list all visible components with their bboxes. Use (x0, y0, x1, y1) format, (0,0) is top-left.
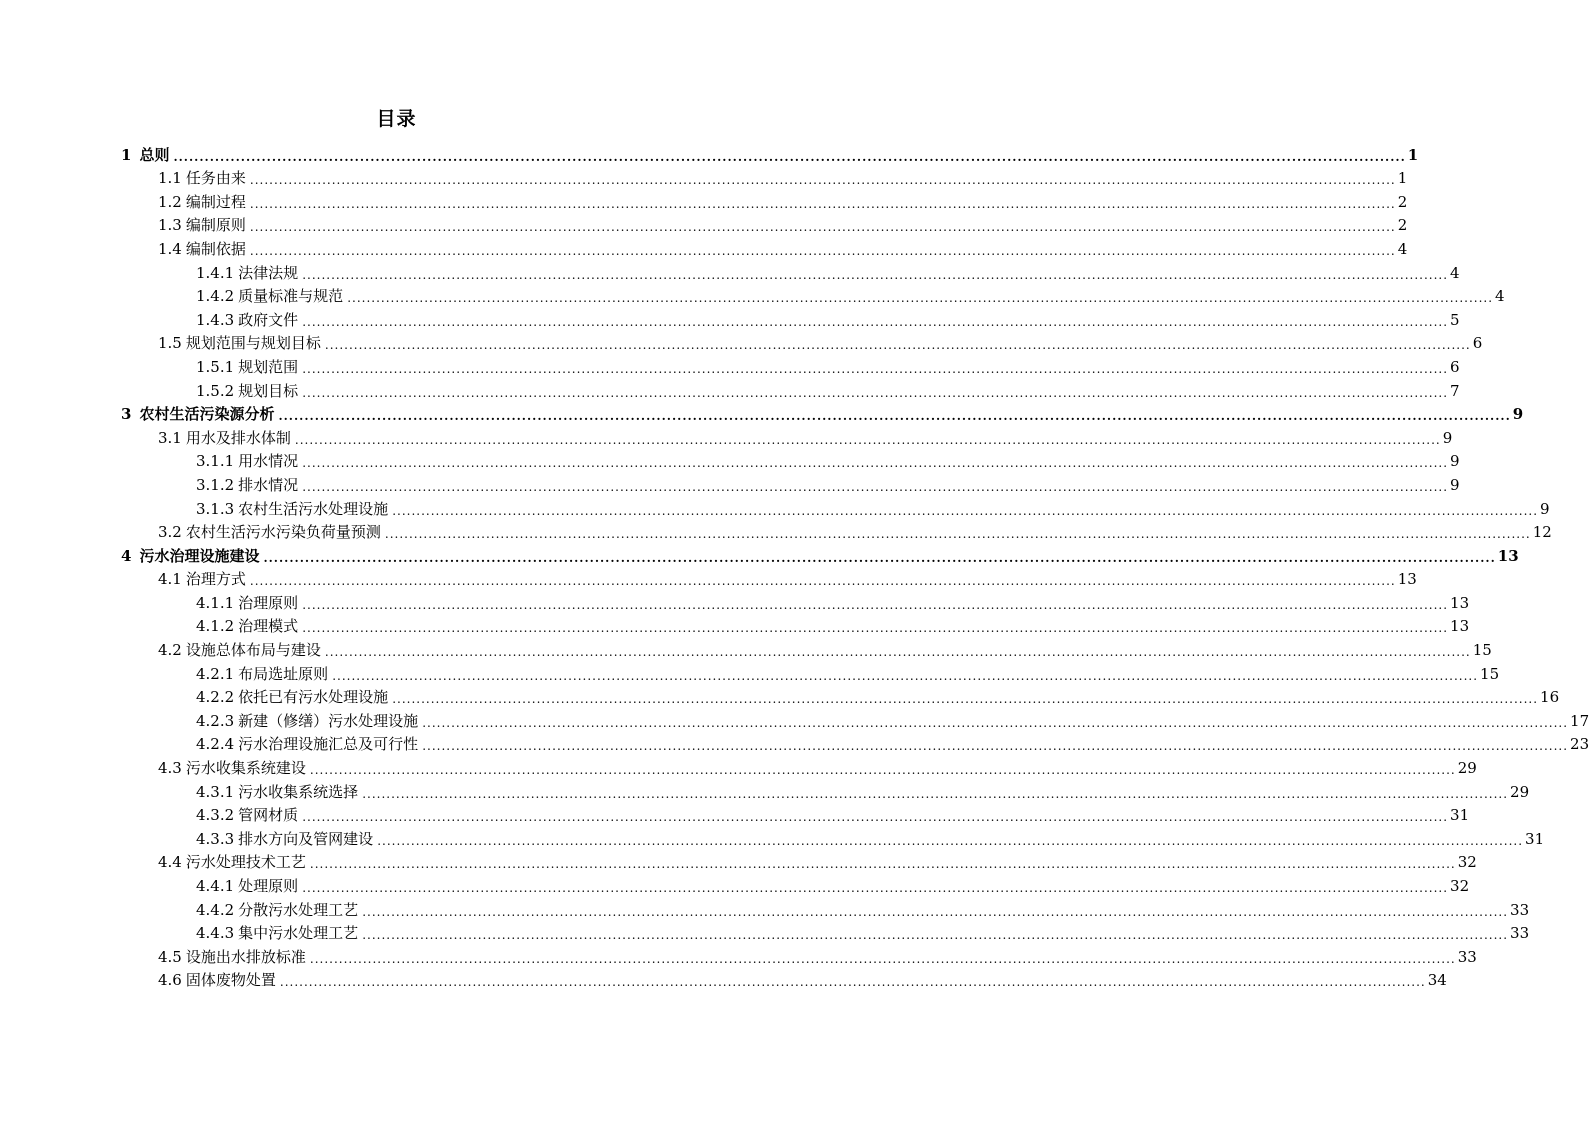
toc-entry-number: 3.1.1 (196, 452, 235, 471)
toc-entry-page-number: 13 (1450, 617, 1470, 636)
toc-entry-title: 新建（修缮）污水处理设施 (238, 711, 419, 730)
toc-dot-leader: .............................................................................................................................................................................................................................................. (332, 668, 1479, 683)
toc-dot-leader: .............................................................................................................................................................................................................................................. (362, 904, 1509, 919)
toc-entry-title: 排水情况 (238, 475, 299, 494)
toc-entry-number: 4.3.3 (196, 829, 235, 848)
toc-entry-title: 污水治理设施汇总及可行性 (238, 735, 419, 754)
toc-entry-page-number: 9 (1450, 475, 1460, 494)
toc-entry-number: 4.2.2 (196, 688, 235, 707)
toc-entry[interactable] (0, 732, 1589, 756)
toc-entry[interactable] (0, 614, 1470, 638)
toc-entry[interactable] (0, 496, 1550, 520)
toc-entry-title: 编制过程 (185, 192, 246, 211)
toc-dot-leader: .............................................................................................................................................................................................................................................. (309, 951, 1456, 966)
toc-entry-title: 排水方向及管网建设 (238, 829, 374, 848)
toc-entry-title: 法律法规 (238, 263, 299, 282)
toc-entry-number: 1.4.1 (196, 263, 235, 282)
toc-dot-leader: .............................................................................................................................................................................................................................................. (309, 763, 1456, 778)
toc-dot-leader: .............................................................................................................................................................................................................................................. (294, 432, 1441, 447)
toc-entry[interactable] (0, 685, 1560, 709)
toc-entry[interactable] (0, 897, 1530, 921)
toc-entry[interactable] (0, 402, 1524, 426)
toc-dot-leader: .............................................................................................................................................................................................................................................. (302, 385, 1449, 400)
toc-dot-leader: .............................................................................................................................................................................................................................................. (302, 597, 1449, 612)
toc-entry-title: 编制原则 (185, 216, 246, 235)
toc-entry-number: 1 (121, 145, 132, 164)
toc-entry[interactable] (0, 378, 1460, 402)
toc-dot-leader: .............................................................................................................................................................................................................................................. (302, 314, 1449, 329)
toc-entry-title: 规划目标 (238, 381, 299, 400)
toc-entry-number: 4.5 (158, 947, 182, 966)
toc-entry[interactable] (0, 779, 1530, 803)
toc-entry-number: 3.1.3 (196, 499, 235, 518)
toc-entry-page-number: 13 (1397, 570, 1417, 589)
toc-dot-leader: .............................................................................................................................................................................................................................................. (249, 574, 1396, 589)
toc-entry[interactable] (0, 213, 1408, 237)
toc-entry-page-number: 9 (1450, 452, 1460, 471)
toc-entry-title: 农村生活污水处理设施 (238, 499, 389, 518)
toc-entry-title: 农村生活污染源分析 (139, 405, 275, 424)
toc-entry[interactable] (0, 803, 1470, 827)
toc-entry-number: 4.4 (158, 853, 182, 872)
toc-entry-number: 4.4.2 (196, 900, 235, 919)
toc-entry-page-number: 33 (1457, 947, 1477, 966)
toc-entry-page-number: 33 (1510, 900, 1530, 919)
toc-entry[interactable] (0, 284, 1505, 308)
toc-entry-number: 1.1 (158, 169, 182, 188)
toc-entry-number: 1.5 (158, 334, 182, 353)
toc-entry-number: 1.4 (158, 239, 182, 258)
toc-entry-number: 1.3 (158, 216, 182, 235)
toc-entry-title: 分散污水处理工艺 (238, 900, 359, 919)
toc-entry-page-number: 9 (1512, 405, 1524, 424)
toc-dot-leader: .............................................................................................................................................................................................................................................. (422, 739, 1569, 754)
toc-entry-page-number: 6 (1450, 357, 1460, 376)
toc-entry-title: 布局选址原则 (238, 664, 329, 683)
toc-entry-title: 用水情况 (238, 452, 299, 471)
toc-entry-page-number: 4 (1397, 239, 1408, 258)
toc-entry[interactable] (0, 661, 1500, 685)
toc-entry-number: 1.5.2 (196, 381, 235, 400)
toc-entry-title: 污水处理技术工艺 (185, 853, 306, 872)
toc-entry-number: 4.1.1 (196, 593, 235, 612)
toc-entry-page-number: 4 (1495, 287, 1505, 306)
toc-entry[interactable] (0, 873, 1470, 897)
toc-entry-page-number: 12 (1532, 523, 1552, 542)
toc-entry[interactable] (0, 968, 1447, 992)
toc-entry-title: 管网材质 (238, 806, 299, 825)
toc-entry-number: 1.4.2 (196, 287, 235, 306)
toc-entry-page-number: 32 (1450, 877, 1470, 895)
toc-entry-title: 固体废物处置 (185, 971, 276, 990)
toc-entry[interactable] (0, 567, 1417, 591)
toc-entry-number: 4.2.1 (196, 664, 235, 683)
toc-entry-title: 质量标准与规范 (238, 287, 344, 306)
toc-dot-leader: .............................................................................................................................................................................................................................................. (263, 550, 1496, 565)
toc-dot-leader: .............................................................................................................................................................................................................................................. (302, 479, 1449, 494)
toc-entry[interactable] (0, 543, 1519, 567)
toc-entry-number: 3.2 (158, 523, 182, 542)
toc-entry-page-number: 32 (1457, 853, 1477, 872)
toc-dot-leader: .............................................................................................................................................................................................................................................. (249, 196, 1396, 211)
toc-entry-page-number: 5 (1450, 310, 1460, 329)
toc-entry-title: 总则 (139, 145, 170, 164)
toc-entry-title: 规划范围 (238, 357, 299, 376)
toc-entry-title: 编制依据 (185, 239, 246, 258)
toc-entry[interactable] (0, 260, 1460, 284)
toc-dot-leader: .............................................................................................................................................................................................................................................. (392, 503, 1539, 518)
toc-entry-page-number: 13 (1450, 593, 1470, 612)
toc-dot-leader: .............................................................................................................................................................................................................................................. (302, 361, 1449, 376)
toc-dot-leader: .............................................................................................................................................................................................................................................. (324, 338, 1471, 353)
toc-entry-page-number: 33 (1510, 924, 1530, 943)
toc-entry-page-number: 1 (1397, 169, 1408, 188)
toc-entry[interactable] (0, 520, 1552, 544)
toc-dot-leader: .............................................................................................................................................................................................................................................. (377, 833, 1524, 848)
toc-entry-number: 4.1 (158, 570, 182, 589)
toc-entry-page-number: 7 (1450, 381, 1460, 400)
page-title: 目录 (376, 108, 417, 130)
toc-entry[interactable] (0, 425, 1453, 449)
toc-entry-title: 农村生活污水污染负荷量预测 (185, 523, 381, 542)
toc-entry-number: 4.3 (158, 759, 182, 778)
toc-entry-page-number: 23 (1570, 735, 1589, 754)
toc-dot-leader: .............................................................................................................................................................................................................................................. (249, 220, 1396, 235)
toc-entry-number: 4.1.2 (196, 617, 235, 636)
toc-entry-title: 集中污水处理工艺 (238, 924, 359, 943)
toc-entry-page-number: 6 (1472, 334, 1483, 353)
toc-dot-leader: .............................................................................................................................................................................................................................................. (302, 881, 1449, 895)
toc-entry-page-number: 4 (1450, 263, 1460, 282)
toc-entry-page-number: 31 (1525, 829, 1545, 848)
toc-entry-number: 3 (121, 405, 132, 424)
toc-entry-page-number: 9 (1540, 499, 1550, 518)
toc-entry-number: 4.2 (158, 641, 182, 660)
toc-entry-page-number: 9 (1442, 428, 1453, 447)
toc-dot-leader: .............................................................................................................................................................................................................................................. (249, 173, 1396, 188)
toc-entry-page-number: 17 (1570, 711, 1589, 730)
toc-dot-leader: .............................................................................................................................................................................................................................................. (302, 267, 1449, 282)
toc-entry[interactable] (0, 331, 1483, 355)
toc-dot-leader: .............................................................................................................................................................................................................................................. (279, 975, 1426, 990)
toc-entry-title: 政府文件 (238, 310, 299, 329)
toc-entry[interactable] (0, 236, 1408, 260)
toc-entry-title: 污水收集系统建设 (185, 759, 306, 778)
toc-entry-page-number: 34 (1427, 971, 1447, 990)
toc-dot-leader: .............................................................................................................................................................................................................................................. (302, 810, 1449, 825)
toc-entry-title: 污水收集系统选择 (238, 782, 359, 801)
toc-entry-title: 设施总体布局与建设 (185, 641, 321, 660)
toc-entry-number: 4.4.3 (196, 924, 235, 943)
toc-dot-leader: .............................................................................................................................................................................................................................................. (324, 645, 1471, 660)
toc-entry[interactable] (0, 354, 1460, 378)
toc-entry[interactable] (0, 850, 1477, 874)
toc-entry-number: 4.2.4 (196, 735, 235, 754)
toc-dot-leader: .............................................................................................................................................................................................................................................. (309, 857, 1456, 872)
toc-entry-number: 3.1 (158, 428, 182, 447)
toc-entry-number: 4.3.2 (196, 806, 235, 825)
toc-entry[interactable] (0, 708, 1589, 732)
toc-entry-number: 1.4.3 (196, 310, 235, 329)
toc-entry-page-number: 31 (1450, 806, 1470, 825)
toc-entry-number: 1.2 (158, 192, 182, 211)
toc-dot-leader: .............................................................................................................................................................................................................................................. (422, 715, 1569, 730)
toc-entry-page-number: 29 (1457, 759, 1477, 778)
toc-entry-page-number: 16 (1540, 688, 1560, 707)
toc-entry-title: 治理原则 (238, 593, 299, 612)
toc-entry-number: 4.6 (158, 971, 182, 990)
toc-dot-leader: .............................................................................................................................................................................................................................................. (347, 291, 1494, 306)
toc-entry-page-number: 2 (1397, 216, 1408, 235)
toc-entry[interactable] (0, 921, 1530, 945)
toc-entry-number: 4.2.3 (196, 711, 235, 730)
toc-entry[interactable] (0, 307, 1460, 331)
toc-entry-page-number: 15 (1472, 641, 1492, 660)
toc-entry-number: 4.4.1 (196, 877, 235, 895)
toc-entry-title: 任务由来 (185, 169, 246, 188)
toc-entry[interactable] (0, 826, 1545, 850)
toc-entry-page-number: 1 (1407, 145, 1419, 164)
toc-dot-leader: .............................................................................................................................................................................................................................................. (302, 456, 1449, 471)
toc-entry-page-number: 2 (1397, 192, 1408, 211)
toc-dot-leader: .............................................................................................................................................................................................................................................. (392, 692, 1539, 707)
toc-entry-title: 依托已有污水处理设施 (238, 688, 389, 707)
toc-dot-leader: .............................................................................................................................................................................................................................................. (278, 409, 1511, 424)
toc-entry-number: 1.5.1 (196, 357, 235, 376)
toc-entry-page-number: 29 (1510, 782, 1530, 801)
toc-entry-title: 设施出水排放标准 (185, 947, 306, 966)
toc-entry-page-number: 15 (1480, 664, 1500, 683)
toc-dot-leader: .............................................................................................................................................................................................................................................. (362, 928, 1509, 943)
toc-dot-leader: .............................................................................................................................................................................................................................................. (384, 527, 1531, 542)
toc-entry-title: 污水治理设施建设 (139, 546, 260, 565)
toc-entry[interactable] (0, 142, 1419, 166)
toc-dot-leader: .............................................................................................................................................................................................................................................. (302, 621, 1449, 636)
toc-dot-leader: .............................................................................................................................................................................................................................................. (173, 149, 1406, 164)
toc-entry[interactable] (0, 166, 1408, 190)
toc-entry-title: 处理原则 (238, 877, 299, 895)
table-of-contents (0, 142, 1589, 991)
toc-entry-title: 规划范围与规划目标 (185, 334, 321, 353)
toc-entry[interactable] (0, 472, 1460, 496)
toc-entry-page-number: 13 (1497, 546, 1519, 565)
toc-dot-leader: .............................................................................................................................................................................................................................................. (249, 243, 1396, 258)
toc-entry[interactable] (0, 449, 1460, 473)
toc-entry-title: 治理方式 (185, 570, 246, 589)
toc-entry[interactable] (0, 755, 1477, 779)
toc-entry[interactable] (0, 590, 1470, 614)
toc-entry[interactable] (0, 944, 1477, 968)
toc-dot-leader: .............................................................................................................................................................................................................................................. (362, 786, 1509, 801)
toc-entry-title: 用水及排水体制 (185, 428, 291, 447)
toc-entry-number: 4 (121, 546, 132, 565)
toc-entry[interactable] (0, 189, 1408, 213)
toc-entry-title: 治理模式 (238, 617, 299, 636)
toc-entry-number: 3.1.2 (196, 475, 235, 494)
toc-entry[interactable] (0, 637, 1492, 661)
toc-entry-number: 4.3.1 (196, 782, 235, 801)
